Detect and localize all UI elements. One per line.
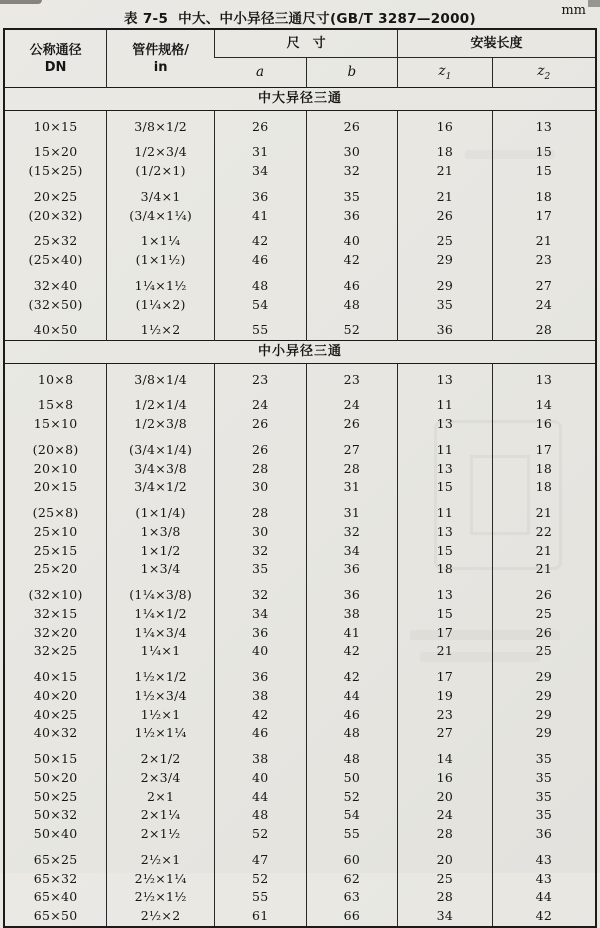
table-row [4,434,596,460]
spec-cell: 1×3/8 [107,523,215,542]
dim-a-cell: 40 [215,769,307,788]
table-row [4,661,596,687]
spec-cell: 1½×2 [107,314,215,340]
spec-cell: 1½×1¼ [107,724,215,743]
dim-b-cell: 46 [306,706,398,725]
dn-cell: 25×32 [33,233,78,249]
col-header-z1 [398,57,493,88]
dn-cell: 65×25 [33,851,78,867]
spec-cell: 1¼×1/2 [107,605,215,624]
z1-cell: 13 [398,523,493,542]
spec-cell: (1¼×2) [107,296,215,315]
z2-cell: 29 [492,706,596,725]
dim-b-cell: 26 [306,110,398,136]
z2-cell: 15 [492,136,596,162]
table-row [4,706,596,725]
z1-cell: 29 [398,270,493,296]
dn-cell: 25×15 [33,542,78,558]
spec-cell: 1½×3/4 [107,687,215,706]
z1-cell: 25 [398,870,493,889]
dim-b-cell: 36 [306,560,398,579]
spec-cell: 2½×1½ [107,888,215,907]
table-row [4,870,596,889]
table-caption-row [0,0,600,28]
z2-cell: 14 [492,389,596,415]
z1-cell: 11 [398,497,493,523]
z2-cell: 35 [492,743,596,769]
dim-b-cell: 35 [306,181,398,207]
z1-cell: 27 [398,724,493,743]
table-row [4,460,596,479]
spec-cell: 1/2×3/8 [107,415,215,434]
table-row [4,162,596,181]
z1-cell: 18 [398,560,493,579]
dn-cell: 65×50 [33,908,78,924]
dim-b-cell: 27 [306,434,398,460]
table-title [0,7,600,27]
spec-cell: 2½×1¼ [107,870,215,889]
dim-a-cell: 26 [215,110,307,136]
dim-a-cell: 32 [215,579,307,605]
z2-cell: 36 [492,825,596,844]
dn-cell: 50×40 [33,826,78,842]
col-group-header-size: 尺 寸 [215,29,398,57]
dim-a-cell: 48 [215,270,307,296]
table-row [4,270,596,296]
spec-cell: (3/4×1/4) [107,434,215,460]
dim-a-cell: 30 [215,478,307,497]
dim-b-cell: 44 [306,687,398,706]
table-row [4,363,596,389]
z2-symbol: z [537,62,545,79]
spec-cell: 3/8×1/2 [107,110,215,136]
dn-cell: 65×32 [33,870,78,886]
dim-b-cell: 41 [306,624,398,643]
dn-cell: (25×8) [32,505,79,521]
col-header-a [215,57,307,88]
z2-cell: 21 [492,497,596,523]
dim-a-cell: 40 [215,642,307,661]
z2-cell: 26 [492,624,596,643]
dim-b-cell: 48 [306,724,398,743]
dim-a-cell: 38 [215,743,307,769]
dim-a-cell: 54 [215,296,307,315]
z1-cell: 11 [398,389,493,415]
dn-cell: 50×15 [33,751,78,767]
spec-cell: 1/2×3/4 [107,136,215,162]
col-header-spec-cn: 管件规格/ [132,42,189,58]
dim-a-cell: 26 [215,434,307,460]
col-group-header-install-length: 安装长度 [398,29,596,57]
z2-cell: 18 [492,181,596,207]
dim-a-cell: 32 [215,542,307,561]
z2-cell: 23 [492,251,596,270]
table-row [4,181,596,207]
z2-cell: 44 [492,888,596,907]
z1-cell: 18 [398,136,493,162]
dim-a-cell: 46 [215,724,307,743]
dim-a-cell: 26 [215,415,307,434]
spec-cell: 1×3/4 [107,560,215,579]
dim-b-cell: 48 [306,296,398,315]
z2-cell: 25 [492,605,596,624]
table-row [4,314,596,340]
dn-cell: (25×40) [28,252,83,268]
z1-cell: 26 [398,207,493,226]
table-row [4,110,596,136]
dn-cell: 32×25 [33,643,78,659]
table-row [4,560,596,579]
dn-cell: 10×8 [37,371,74,387]
section-band [4,88,596,110]
z2-subscript: 2 [544,72,551,83]
z2-cell: 21 [492,560,596,579]
spec-cell: 1½×1 [107,706,215,725]
section-band [4,341,596,363]
z1-cell: 25 [398,225,493,251]
b-symbol: b [347,63,357,80]
z2-cell: 29 [492,724,596,743]
z2-cell: 13 [492,110,596,136]
dn-cell: 50×25 [33,788,78,804]
dim-b-cell: 38 [306,605,398,624]
spec-cell: 2×1 [107,788,215,807]
dim-a-cell: 55 [215,314,307,340]
dim-b-cell: 66 [306,907,398,927]
dn-cell: 32×40 [33,277,78,293]
dim-a-cell: 61 [215,907,307,927]
dn-cell: (20×32) [28,207,83,223]
dn-cell: 32×20 [33,624,78,640]
dim-a-cell: 36 [215,624,307,643]
z1-cell: 16 [398,769,493,788]
table-row [4,542,596,561]
spec-cell: 2×3/4 [107,769,215,788]
dim-b-cell: 42 [306,661,398,687]
table-row [4,296,596,315]
z2-cell: 18 [492,478,596,497]
dim-b-cell: 30 [306,136,398,162]
z2-cell: 35 [492,788,596,807]
spec-cell: 3/4×1/2 [107,478,215,497]
z1-cell: 13 [398,363,493,389]
table-header [4,29,596,88]
dim-a-cell: 48 [215,806,307,825]
table-row [4,415,596,434]
z2-cell: 28 [492,314,596,340]
z1-cell: 19 [398,687,493,706]
z1-subscript: 1 [445,72,452,83]
dn-cell: 20×10 [33,460,78,476]
dn-cell: 15×20 [33,144,78,160]
dn-cell: 20×25 [33,188,78,204]
table-row [4,806,596,825]
table-row [4,769,596,788]
dim-b-cell: 24 [306,389,398,415]
z2-cell: 22 [492,523,596,542]
dim-b-cell: 26 [306,415,398,434]
dim-a-cell: 38 [215,687,307,706]
z2-cell: 13 [492,363,596,389]
table-row [4,642,596,661]
spec-cell: 1¼×3/4 [107,624,215,643]
dim-b-cell: 63 [306,888,398,907]
section-title: 中小异径三通 [4,341,596,363]
z1-cell: 15 [398,605,493,624]
a-symbol: a [256,63,265,80]
table-row [4,251,596,270]
z2-cell: 27 [492,270,596,296]
dim-a-cell: 30 [215,523,307,542]
z1-cell: 20 [398,844,493,870]
dim-b-cell: 42 [306,251,398,270]
spec-cell: 1×1/2 [107,542,215,561]
z2-cell: 21 [492,225,596,251]
col-header-dn-abbr: DN [44,60,67,76]
dim-a-cell: 42 [215,706,307,725]
spec-cell: 2½×1 [107,844,215,870]
dn-cell: 65×40 [33,889,78,905]
dim-b-cell: 54 [306,806,398,825]
dim-a-cell: 31 [215,136,307,162]
spec-cell: (1¼×3/8) [107,579,215,605]
table-row [4,523,596,542]
z2-cell: 42 [492,907,596,927]
z1-cell: 17 [398,624,493,643]
dn-cell: 15×10 [33,416,78,432]
spec-cell: 3/8×1/4 [107,363,215,389]
spec-cell: (3/4×1¼) [107,207,215,226]
spec-cell: (1×1½) [107,251,215,270]
table-row [4,497,596,523]
z1-cell: 21 [398,642,493,661]
table-row [4,225,596,251]
dn-cell: 40×50 [33,322,78,338]
table-row [4,478,596,497]
dim-b-cell: 36 [306,207,398,226]
spec-cell: (1/2×1) [107,162,215,181]
spec-cell: 1×1¼ [107,225,215,251]
dim-a-cell: 41 [215,207,307,226]
z2-cell: 35 [492,769,596,788]
table-row [4,825,596,844]
spec-cell: 2×1¼ [107,806,215,825]
z1-cell: 34 [398,907,493,927]
dim-b-cell: 31 [306,497,398,523]
dn-cell: (32×10) [28,587,83,603]
dim-a-cell: 55 [215,888,307,907]
dim-b-cell: 52 [306,788,398,807]
dn-cell: 25×20 [33,561,78,577]
spec-cell: 2½×2 [107,907,215,927]
z1-cell: 13 [398,460,493,479]
spec-cell: 3/4×3/8 [107,460,215,479]
table-row [4,888,596,907]
z2-cell: 29 [492,687,596,706]
z1-symbol: z [438,62,446,79]
z2-cell: 17 [492,434,596,460]
dim-a-cell: 36 [215,181,307,207]
dim-a-cell: 34 [215,162,307,181]
dn-cell: 32×15 [33,605,78,621]
z2-cell: 26 [492,579,596,605]
dim-b-cell: 55 [306,825,398,844]
table-row [4,605,596,624]
dim-a-cell: 35 [215,560,307,579]
z2-cell: 25 [492,642,596,661]
dim-a-cell: 44 [215,788,307,807]
col-header-spec [107,29,215,88]
dim-b-cell: 62 [306,870,398,889]
col-header-spec-unit: in [153,60,168,76]
z2-cell: 43 [492,870,596,889]
col-header-dn-cn: 公称通径 [29,42,82,58]
z1-cell: 11 [398,434,493,460]
z1-cell: 13 [398,579,493,605]
z2-cell: 35 [492,806,596,825]
dim-b-cell: 40 [306,225,398,251]
dim-b-cell: 34 [306,542,398,561]
dim-b-cell: 50 [306,769,398,788]
z2-cell: 18 [492,460,596,479]
dim-a-cell: 24 [215,389,307,415]
spec-cell: 1½×1/2 [107,661,215,687]
z2-cell: 16 [492,415,596,434]
dim-a-cell: 23 [215,363,307,389]
table-row [4,907,596,927]
z1-cell: 29 [398,251,493,270]
dim-b-cell: 48 [306,743,398,769]
dim-b-cell: 31 [306,478,398,497]
table-row [4,389,596,415]
dn-cell: 40×25 [33,706,78,722]
dim-b-cell: 32 [306,162,398,181]
spec-cell: 1¼×1½ [107,270,215,296]
table-body [4,88,596,927]
col-header-b [306,57,398,88]
dn-cell: (15×25) [28,163,83,179]
table-number: 表 7-5 [124,11,169,27]
table-row [4,579,596,605]
col-header-z2 [492,57,596,88]
dim-a-cell: 36 [215,661,307,687]
dim-a-cell: 42 [215,225,307,251]
table-row [4,687,596,706]
dim-b-cell: 36 [306,579,398,605]
z1-cell: 21 [398,162,493,181]
dn-cell: 20×15 [33,479,78,495]
table-row [4,624,596,643]
z2-cell: 21 [492,542,596,561]
z1-cell: 36 [398,314,493,340]
spec-cell: 1/2×1/4 [107,389,215,415]
dim-b-cell: 42 [306,642,398,661]
dim-a-cell: 52 [215,870,307,889]
dn-cell: (32×50) [28,296,83,312]
dim-b-cell: 60 [306,844,398,870]
table-row [4,743,596,769]
z1-cell: 35 [398,296,493,315]
z1-cell: 14 [398,743,493,769]
table-row [4,724,596,743]
spec-cell: 2×1½ [107,825,215,844]
dn-cell: 25×10 [33,523,78,539]
z1-cell: 21 [398,181,493,207]
dn-cell: 40×15 [33,669,78,685]
dim-b-cell: 46 [306,270,398,296]
spec-cell: 1¼×1 [107,642,215,661]
table-row [4,844,596,870]
dim-a-cell: 34 [215,605,307,624]
z2-cell: 24 [492,296,596,315]
unit-label: mm [561,3,586,18]
dim-b-cell: 52 [306,314,398,340]
z1-cell: 17 [398,661,493,687]
section-title: 中大异径三通 [4,88,596,110]
dim-b-cell: 23 [306,363,398,389]
table-row [4,207,596,226]
z1-cell: 24 [398,806,493,825]
z2-cell: 15 [492,162,596,181]
reducing-tee-dimension-table [3,28,597,928]
z2-cell: 17 [492,207,596,226]
z1-cell: 20 [398,788,493,807]
spec-cell: 3/4×1 [107,181,215,207]
z1-cell: 28 [398,888,493,907]
dn-cell: 50×20 [33,769,78,785]
z1-cell: 16 [398,110,493,136]
dn-cell: 40×20 [33,687,78,703]
z2-cell: 43 [492,844,596,870]
z1-cell: 28 [398,825,493,844]
spec-cell: (1×1/4) [107,497,215,523]
dim-a-cell: 28 [215,460,307,479]
dn-cell: 40×32 [33,725,78,741]
table-row [4,788,596,807]
spec-cell: 2×1/2 [107,743,215,769]
dn-cell: 10×15 [33,118,78,134]
col-header-dn [4,29,107,88]
z1-cell: 15 [398,478,493,497]
z1-cell: 15 [398,542,493,561]
dim-a-cell: 47 [215,844,307,870]
dim-b-cell: 32 [306,523,398,542]
dn-cell: 15×8 [37,397,74,413]
dim-b-cell: 28 [306,460,398,479]
dn-cell: 50×32 [33,807,78,823]
table-title-text: 中大、中小异径三通尺寸(GB/T 3287—2000) [178,11,476,27]
table-row [4,136,596,162]
z2-cell: 29 [492,661,596,687]
dn-cell: (20×8) [32,441,79,457]
z1-cell: 23 [398,706,493,725]
z1-cell: 13 [398,415,493,434]
dim-a-cell: 28 [215,497,307,523]
dim-a-cell: 46 [215,251,307,270]
dim-a-cell: 52 [215,825,307,844]
